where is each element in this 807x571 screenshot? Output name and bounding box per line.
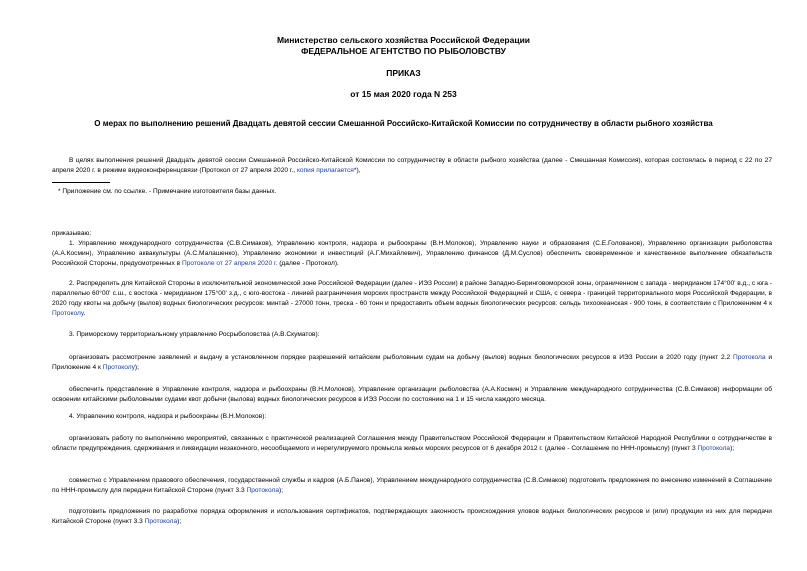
ministry-name: Министерство сельского хозяйства Российской Федерации: [276, 35, 531, 45]
paragraph-3a-text-mid: и Приложение 4 к: [52, 354, 773, 371]
paragraph-4a-text: организовать работу по выполнению мероприятий, связанных с практической реализацией Соглашения между Правительством Российской Федерации и Правительством Китайской Народной Республики о сотрудничестве в области предупреждения, сдерживания и ликвидации незаконного, несообщаемого и нерегулируемого промысла живых морских ресурсов от 6 декабря 2012 г. (далее - Соглашение по ННН-промыслу) (пункт 3: [52, 435, 772, 452]
document-date: от 15 мая 2020 года N 253: [350, 89, 457, 99]
paragraph-4c-text: подготовить предложения по разработке порядка оформления и использования сертификатов, подтверждающих законность происхождения уловов водных биологических ресурсов и (или) продукции из них для передачи Китайской Стороне (пункт 3.3: [52, 508, 772, 525]
paragraph-4b: [52, 476, 772, 496]
link-protocol[interactable]: Протоколу: [52, 310, 84, 317]
paragraph-4c-text-end: );: [177, 518, 182, 525]
paragraph-1: [52, 239, 772, 269]
intro-text: В целях выполнения решений Двадцать девятой сессии Смешанной Российско-Китайской Комиссии по сотрудничеству в области рыбного хозяйства (далее - Смешанная Комиссия), которая состоялась в период с 22 по 27 апреля 2020 г. в режиме видеоконференцсвязи (Протокол от 27 апреля 2020 г.,: [52, 157, 772, 174]
link-protocol[interactable]: Протоколе от 27 апреля 2020 г.: [181, 260, 278, 267]
footnote: * Приложение см. по ссылке. - Примечание изготовителя базы данных.: [58, 188, 277, 195]
paragraph-1-text-end: (далее - Протокол).: [277, 260, 339, 267]
paragraph-4b-text-end: );: [279, 487, 284, 494]
link-protocol[interactable]: Протокола: [697, 445, 731, 452]
paragraph-4-heading: 4. Управлению контроля, надзора и рыбоохраны (В.Н.Молоков):: [69, 413, 267, 420]
paragraph-2: [52, 279, 772, 319]
order-word: приказываю:: [52, 230, 92, 237]
document-title: О мерах по выполнению решений Двадцать девятой сессии Смешанной Российско-Китайской Комиссии по сотрудничеству в области рыбного хозяйства: [94, 119, 713, 128]
paragraph-4a: [52, 434, 772, 454]
footnote-divider: [52, 182, 110, 183]
paragraph-2-text-end: .: [83, 310, 86, 317]
link-attachment[interactable]: копия прилагается: [296, 167, 354, 174]
paragraph-3a: [52, 353, 772, 373]
link-protocol[interactable]: Протокола: [732, 354, 766, 361]
agency-name: ФЕДЕРАЛЬНОЕ АГЕНТСТВО ПО РЫБОЛОВСТВУ: [301, 46, 506, 56]
paragraph-4c: [52, 507, 772, 527]
intro-text-end: *),: [353, 167, 361, 174]
paragraph-4a-text-end: );: [730, 445, 735, 452]
link-protocol[interactable]: Протокола: [246, 487, 280, 494]
link-protocol[interactable]: Протокола: [144, 518, 178, 525]
paragraph-3a-text-end: );: [134, 364, 139, 371]
paragraph-3b: обеспечить представление в Управление контроля, надзора и рыбоохраны (В.Н.Молоков), Управление организации рыболовства (А.А.Космин) и Управление международного сотрудничества (С.В.Симаков) информации об освоении китайскими рыболовными судами квот добычи (вылова) водных биологических ресурсов в ИЭЗ России по состоянию на 1 и 15 числа каждого месяца.: [52, 386, 772, 403]
link-protocol[interactable]: Протоколу: [102, 364, 135, 371]
paragraph-3-heading: 3. Приморскому территориальному управлению Росрыболовства (А.В.Скуматов):: [69, 331, 320, 338]
paragraph-2-text: 2. Распределить для Китайской Стороны в исключительной экономической зоне Российской Федерации (далее - ИЭЗ России) в районе Западно-Беринговоморской зоны, ограниченном с запада - меридианом 174°00' в.д., с юга - параллелью 60°00' с.ш., с востока - меридианом 175°00' з.д., с юго-востока - линией разграничения морских пространств между Российской Федерацией и США, с севера - границей территориального моря Российской Федерации, в 2020 году квоты на добычу (вылов) водных биологических ресурсов: минтай - 27000 тонн, треска - 60 тонн и предоставить объем водных биологических ресурсов: сельдь тихоокеанская - 900 тонн, в соответствии с Приложением 4 к: [52, 280, 772, 307]
intro-paragraph: [52, 156, 772, 176]
document-type: ПРИКАЗ: [386, 68, 421, 78]
paragraph-1-text: 1. Управлению международного сотрудничества (С.В.Симаков), Управлению контроля, надзора и рыбоохраны (В.Н.Молоков), Управлению науки и образования (С.Е.Голованов), Управлению организации рыболовства (А.А.Космин), Управлению аквакультуры (А.С.Малашенко), Управлению экономики и инвестиций (А.Г.Михайлевич), Управлению финансов (Д.М.Суслов) обеспечить своевременное и качественное выполнение обязательств Российской Стороны, предусмотренных в: [52, 240, 772, 267]
paragraph-3a-text: организовать рассмотрение заявлений и выдачу в установленном порядке разрешений китайским рыболовным судам на добычу (вылов) водных биологических ресурсов в ИЭЗ России в 2020 году (пункт 2.2: [69, 354, 733, 361]
paragraph-4b-text: совместно с Управлением правового обеспечения, государственной службы и кадров (А.Б.Панов), Управлением международного сотрудничества (С.В.Симаков) подготовить предложения по внесению изменений в Соглашение по ННН-промыслу для передачи Китайской Стороне (пункт 3.3: [52, 477, 772, 494]
